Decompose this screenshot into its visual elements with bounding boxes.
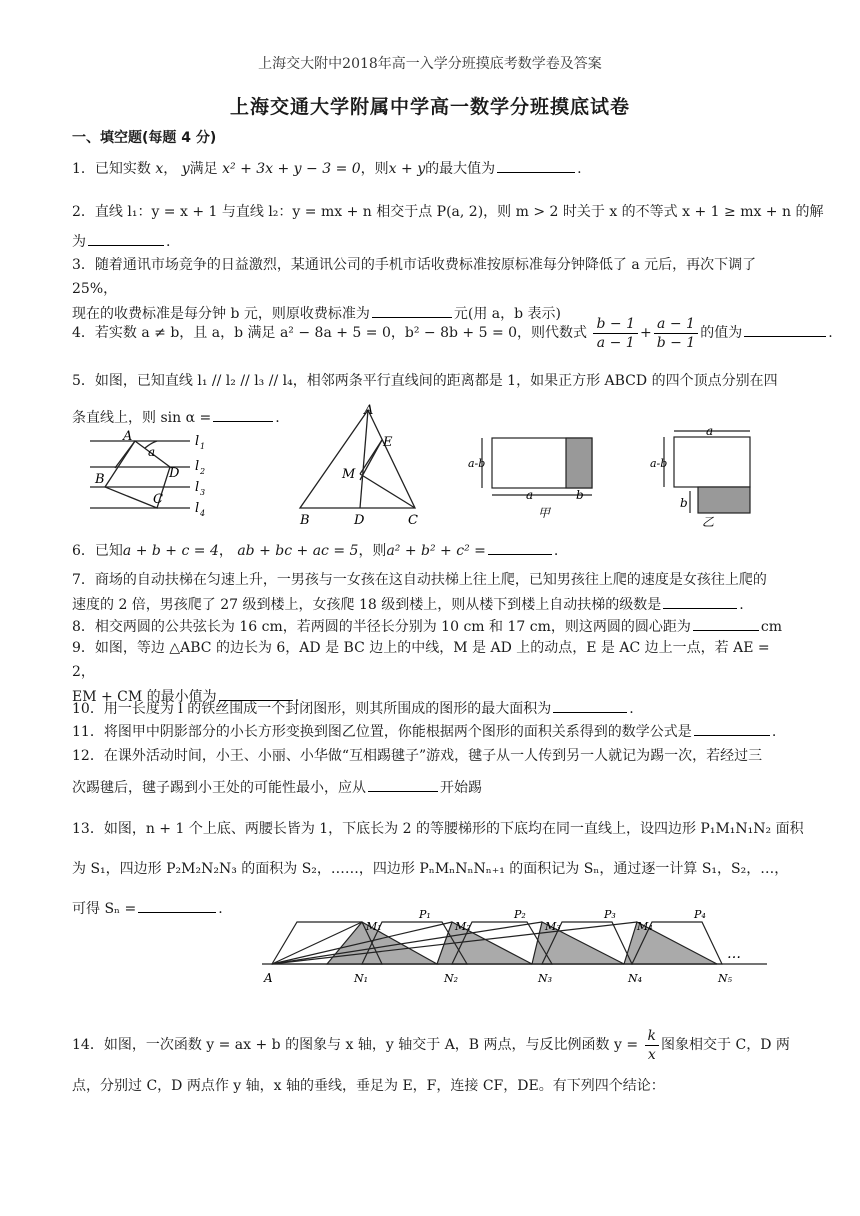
svg-text:a: a — [148, 445, 156, 459]
svg-text:A: A — [123, 429, 133, 444]
fraction-k-over-x: $\frac{k}{x}$ — [645, 1027, 659, 1064]
exam-title: 上海交通大学附属中学高一数学分班摸底试卷 — [229, 96, 630, 118]
answer-blank[interactable] — [213, 405, 273, 422]
answer-blank[interactable] — [663, 592, 737, 609]
question-11: 11．将图甲中阴影部分的小长方形变换到图乙位置，你能根据两个图形的面积关系得到的数学公式是 . — [72, 719, 792, 744]
document-header: 上海交大附中2018年高一入学分班摸底考数学卷及答案 — [258, 56, 602, 72]
answer-blank[interactable] — [694, 719, 770, 736]
svg-text:l: l — [195, 501, 200, 516]
svg-text:D: D — [354, 513, 365, 528]
svg-text:M₃: M₃ — [545, 920, 561, 933]
svg-text:1: 1 — [200, 442, 206, 451]
question-9: 9．如图，等边 △ABC 的边长为 6，AD 是 BC 边上的中线，M 是 AD 上的动点，E 是 AC 边上一点，若 AE = 2， EM + CM 的最小值为 . — [72, 640, 770, 705]
question-14: 14．如图，一次函数 y = ax + b 的图象与 x 轴，y 轴交于 A，B 两点，与反比例函数 y = $\frac{k}{x}$ 图象相交于 C，D 两 点，分别过 C，D 两点作 y 轴，x 轴的垂线，垂足为 E，F，连接 CF，DE。有下列四个结论： — [72, 1027, 790, 1094]
answer-blank[interactable] — [488, 538, 552, 555]
svg-text:乙: 乙 — [702, 515, 715, 529]
svg-text:N₅: N₅ — [718, 972, 733, 985]
question-13: 13．如图，n + 1 个上底、两腰长皆为 1，下底长为 2 的等腰梯形的下底均在同一直线上，设四边形 P₁M₁N₁N₂ 面积 为 S₁，四边形 P₂M₂N₂N₃ 的面积为 S₂，……，四边形 PₙMₙNₙNₙ₊₁ 的面积记为 Sₙ，通过逐一计算 S₁，S₂，…， 可得 Sₙ = . — [72, 821, 804, 917]
triangle-figure — [290, 400, 430, 530]
svg-text:P₃: P₃ — [604, 908, 616, 921]
question-2: 2．直线 l₁：y = x + 1 与直线 l₂：y = mx + n 相交于点 P(a, 2)，则 m > 2 时关于 x 的不等式 x + 1 ≥ mx + n 的解 为 . — [72, 204, 824, 250]
svg-text:M₁: M₁ — [366, 920, 382, 933]
svg-text:2: 2 — [200, 467, 206, 476]
svg-text:甲: 甲 — [538, 506, 551, 520]
question-6: 6．已知a + b + c = 4， ab + bc + ac = 5，则a² + b² + c² = . — [72, 536, 792, 566]
svg-text:M₂: M₂ — [455, 920, 471, 933]
svg-text:N₁: N₁ — [354, 972, 369, 985]
svg-text:D: D — [169, 466, 180, 481]
fraction-1: $\frac{b - 1}{a - 1}$ — [593, 315, 638, 352]
question-7: 7．商场的自动扶梯在匀速上升，一男孩与一女孩在这自动扶梯上往上爬，已知男孩往上爬的速度是女孩往上爬的 速度的 2 倍，男孩爬了 27 级到楼上，女孩爬 18 级到楼上，则从楼下到楼上自动扶梯的级数是 . — [72, 572, 767, 613]
svg-text:M₄: M₄ — [637, 920, 653, 933]
svg-text:P₁: P₁ — [419, 908, 431, 921]
svg-text:A: A — [264, 971, 273, 985]
question-3: 3．随着通讯市场竞争的日益激烈，某通讯公司的手机市话收费标准按原标准每分钟降低了 a 元后，再次下调了 25%， 现在的收费标准是每分钟 b 元，则原收费标准为 元(用 a，b 表示) — [72, 257, 757, 322]
section-title: 一、填空题(每题 4 分) — [72, 130, 217, 146]
svg-text:l: l — [195, 480, 200, 495]
trapezoid-figure — [262, 902, 792, 992]
svg-text:a-b: a-b — [650, 457, 668, 470]
svg-text:N₃: N₃ — [538, 972, 553, 985]
svg-text:C: C — [408, 513, 418, 528]
svg-text:P₄: P₄ — [694, 908, 706, 921]
svg-text:E: E — [383, 435, 393, 450]
svg-text:…: … — [727, 946, 741, 962]
svg-text:B: B — [95, 472, 105, 487]
question-1: 1．已知实数 x， y满足 x² + 3x + y − 3 = 0，则x + y的最大值为 . — [72, 154, 792, 184]
svg-text:N₂: N₂ — [444, 972, 459, 985]
question-8: 8．相交两圆的公共弦长为 16 cm，若两圆的半径长分别为 10 cm 和 17 cm，则这两圆的圆心距为 cm — [72, 614, 792, 639]
svg-text:C: C — [153, 492, 163, 507]
svg-text:N₄: N₄ — [628, 972, 643, 985]
svg-text:l: l — [195, 434, 200, 449]
answer-blank[interactable] — [744, 320, 826, 337]
svg-text:M: M — [342, 467, 356, 482]
svg-text:B: B — [300, 513, 310, 528]
svg-text:P₂: P₂ — [514, 908, 526, 921]
figure-jia — [468, 430, 608, 530]
answer-blank[interactable] — [138, 896, 216, 913]
svg-text:3: 3 — [200, 488, 206, 497]
question-4: 4．若实数 a ≠ b，且 a，b 满足 a² − 8a + 5 = 0，b² − 8b + 5 = 0，则代数式 $\frac{b - 1}{a - 1}$ + $\frac{a - 1}{b - 1}$ 的值为 . — [72, 315, 833, 351]
answer-blank[interactable] — [497, 156, 575, 173]
answer-blank[interactable] — [88, 229, 164, 246]
svg-text:b: b — [576, 488, 584, 502]
answer-blank[interactable] — [368, 775, 438, 792]
fraction-2: $\frac{a - 1}{b - 1}$ — [654, 315, 699, 352]
svg-text:4: 4 — [200, 509, 206, 518]
figure-yi — [650, 424, 780, 529]
question-10: 10．用一长度为 l 的铁丝围成一个封闭图形，则其所围成的图形的最大面积为 . — [72, 696, 792, 721]
svg-text:a: a — [706, 424, 714, 438]
svg-text:b: b — [680, 496, 688, 510]
svg-text:a-b: a-b — [468, 457, 486, 470]
svg-text:a: a — [526, 488, 534, 502]
question-5: 5．如图，已知直线 l₁ // l₂ // l₃ // l₄，相邻两条平行直线间的距离都是 1，如果正方形 ABCD 的四个顶点分别在四 条直线上，则 sin α = . — [72, 373, 778, 426]
answer-blank[interactable] — [553, 696, 627, 713]
svg-text:A: A — [364, 403, 374, 418]
parallel-lines-figure — [85, 425, 305, 525]
answer-blank[interactable] — [693, 614, 759, 631]
svg-text:l: l — [195, 459, 200, 474]
question-12: 12．在课外活动时间，小王、小丽、小华做“互相踢毽子”游戏，毽子从一人传到另一人就记为踢一次，若经过三 次踢毽后，毽子踢到小王处的可能性最小，应从 开始踢 — [72, 748, 763, 796]
